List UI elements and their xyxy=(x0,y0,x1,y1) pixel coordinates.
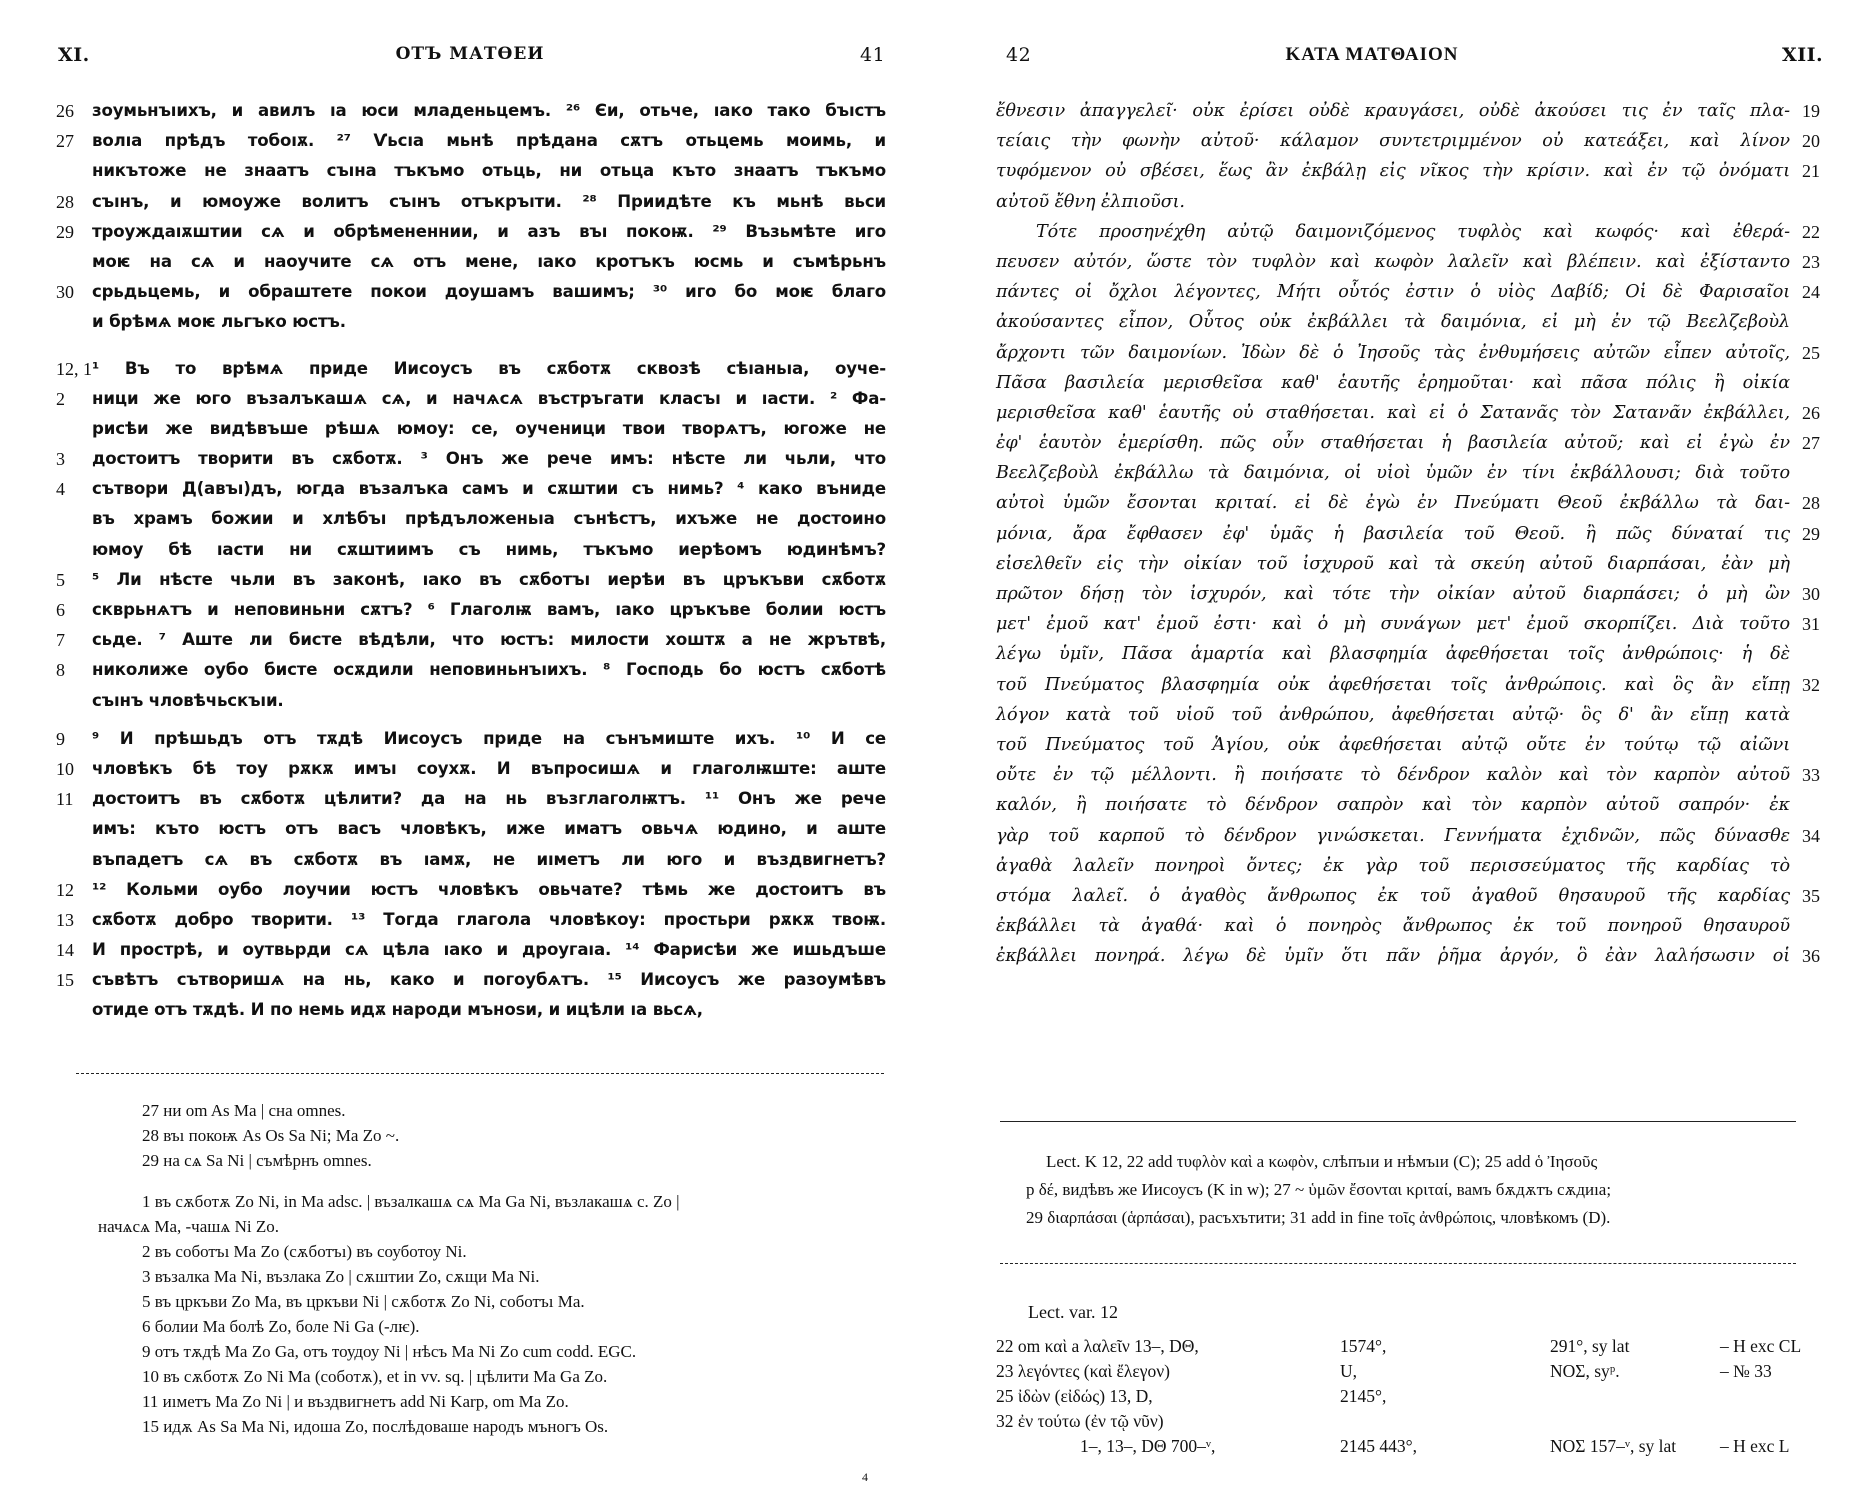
line-text: λέγω ὑμῖν, Πᾶσα ἁμαρτία καὶ βλασφημία ἀφεθήσεται τοῖς ἀνθρώποις· ἡ δὲ xyxy=(996,644,1790,665)
page-number-left: 41 xyxy=(860,44,886,66)
line-text: Βεελζεβοὺλ ἐκβάλλω τὰ δαιμόνια, οἱ υἱοὶ ὑμῶν ἐν τίνι ἐκβάλλουσι; διὰ τοῦτο xyxy=(996,463,1790,484)
lect-note-line: 29 διαρπάσαι (ἁρπάσαι), расъхътити; 31 add in fine τοῖς ἀνθρώποις, чловѣкомъ (D). xyxy=(1026,1208,1611,1227)
line-text: И прострѣ, и оутвьрди сѧ цѣла ıако и дроугаıа. ¹⁴ Фарисѣи же ишьдъше xyxy=(92,940,886,960)
line-text: λόγον κατὰ τοῦ υἱοῦ τοῦ ἀνθρώπου, ἀφεθήσεται αὐτῷ· ὃς δ' ἂν εἴπῃ κατὰ xyxy=(996,704,1790,725)
text-line xyxy=(996,338,1856,368)
line-text: николиже оубо бисте осѫдили неповиньнъıихъ. ⁸ Господь бо юстъ сѫботѣ xyxy=(92,660,886,680)
apparatus-line: 1 въ сѫботѫ Zo Ni, in Ma adsc. | възалкашѧ сѧ Ma Ga Ni, възлакашѧ с. Zo | xyxy=(142,1192,680,1211)
text-line xyxy=(996,187,1856,217)
line-text: πρῶτον δήσῃ τὸν ἰσχυρόν, καὶ τότε τὴν οἰκίαν αὐτοῦ διαρπάσει; ὁ μὴ ὢν xyxy=(996,584,1790,604)
line-text: εἰσελθεῖν εἰς τὴν οἰκίαν τοῦ ἰσχυροῦ καὶ τὰ σκεύη αὐτοῦ διαρπάσαι, ἐὰν μὴ xyxy=(996,553,1790,574)
text-line xyxy=(56,905,886,935)
text-line xyxy=(56,96,886,126)
verse-number: 30 xyxy=(56,282,74,303)
line-text: καλόν, ἢ ποιήσατε τὸ δένδρον σαπρὸν καὶ τὸν καρπὸν αὐτοῦ σαπρόν· ἐκ xyxy=(996,795,1790,816)
line-text: волıа прѣдъ тобоıѫ. ²⁷ Ѵьсıа мьнѣ прѣдана сѫтъ отьцемь моимь, и xyxy=(92,131,886,151)
chapter-number-left: XI. xyxy=(58,44,90,66)
verse-number: 35 xyxy=(1802,885,1820,906)
variant-row xyxy=(996,1386,1826,1411)
text-line xyxy=(996,307,1856,337)
apparatus-notes-2 xyxy=(98,1189,680,1439)
apparatus-line: 10 въ сѫботѫ Zo Ni Ma (соботѫ), et in vv. sq. | цѣлити Ma Ga Zo. xyxy=(142,1367,608,1386)
line-text: въ храмъ божии и хлѣбъı прѣдъложеньıа сънѣстъ, ихъже не достоино xyxy=(92,509,886,529)
verse-number: 32 xyxy=(1802,674,1820,695)
variant-row xyxy=(996,1436,1826,1461)
line-text: имъ: къто юстъ отъ васъ чловѣкъ, иже иматъ овьчѧ юдино, и аште xyxy=(92,819,886,839)
line-text: отиде отъ тѫдѣ. И по немь идѫ народи мъноѕи, и ицѣли ıа вьсѧ, xyxy=(92,1000,703,1020)
verse-number: 20 xyxy=(1802,131,1820,152)
text-line xyxy=(56,814,886,844)
running-title-left: ОТЪ МАТѲЕИ xyxy=(395,44,545,64)
line-text: срьдьцемь, и обраштете покои доушамъ вашимъ; ³⁰ иго бо моѥ благо xyxy=(92,282,886,302)
text-line xyxy=(56,414,886,444)
text-line xyxy=(996,579,1856,609)
text-line xyxy=(56,384,886,414)
text-line xyxy=(996,458,1856,488)
line-text: γὰρ τοῦ καρποῦ τὸ δένδρον γινώσκεται. Γεννήματα ἐχιδνῶν, πῶς δύνασθε xyxy=(996,825,1790,846)
line-text: достоитъ творити въ сѫботѫ. ³ Онъ же рече имъ: нѣсте ли чьли, что xyxy=(92,449,886,469)
verse-number: 13 xyxy=(56,909,74,930)
variant-cell: 32 ἐν τούτω (ἐν τῷ νῦν) xyxy=(996,1411,1164,1431)
text-line xyxy=(996,519,1856,549)
text-line xyxy=(996,911,1856,941)
right-page xyxy=(936,0,1872,1500)
line-text: ἔθνεσιν ἀπαγγελεῖ· οὐκ ἐρίσει οὐδὲ κραυγάσει, οὐδὲ ἀκούσει τις ἐν ταῖς πλα- xyxy=(996,101,1790,121)
line-text: съıнъ, и юмоуже волитъ съıнъ отъкръıти. ²⁸ Приидѣте къ мьнѣ вьси xyxy=(92,191,886,211)
text-line xyxy=(996,488,1856,518)
chapter-number-right: XII. xyxy=(1782,44,1824,66)
verse-number: 29 xyxy=(56,221,74,242)
line-text: τείαις τὴν φωνὴν αὐτοῦ· κάλαμον συντετριμμένον οὐ κατεάξει, καὶ λίνον xyxy=(996,131,1790,152)
text-line xyxy=(996,96,1856,126)
verse-number: 25 xyxy=(1802,342,1820,363)
text-line xyxy=(996,730,1856,760)
text-line xyxy=(56,995,886,1025)
apparatus-divider-top xyxy=(1000,1121,1796,1122)
line-text: съıнъ чловѣчьскъıи. xyxy=(92,690,284,710)
verse-number: 34 xyxy=(1802,825,1820,846)
line-text: οὔτε ἐν τῷ μέλλοντι. ἢ ποιήσατε τὸ δένδρον καλὸν καὶ τὸν καρπὸν αὐτοῦ xyxy=(996,765,1790,786)
variant-cell: U, xyxy=(1340,1361,1358,1381)
apparatus-line: 6 болии Ma болѣ Zo, боле Ni Ga (-лѥ). xyxy=(142,1317,420,1336)
text-line xyxy=(996,398,1856,428)
line-text: сѫботѫ добро творити. ¹³ Тогда глагола чловѣкоу: простьри рѫкѫ твоѭ. xyxy=(92,909,886,929)
text-line xyxy=(56,277,886,307)
variant-cell: 291°, sy lat xyxy=(1550,1336,1630,1356)
apparatus-line: 5 въ цркъви Zo Ma, въ цркъви Ni | сѫботѫ Zo Ni, соботъı Ma. xyxy=(142,1292,585,1311)
variant-row xyxy=(996,1411,1826,1436)
line-text: ἄρχοντι τῶν δαιμονίων. Ἰδὼν δὲ ὁ Ἰησοῦς τὰς ἐνθυμήσεις αὐτῶν εἶπεν αὐτοῖς, xyxy=(996,342,1790,363)
line-text: ⁹ И прѣшьдъ отъ тѫдѣ Иисоусъ приде на сънъмиште ихъ. ¹⁰ И се xyxy=(92,728,886,748)
verse-number: 15 xyxy=(56,970,74,991)
text-line xyxy=(56,535,886,565)
verse-number: 19 xyxy=(1802,101,1820,121)
line-text: αὐτοῦ ἔθνη ἐλπιοῦσι. xyxy=(996,191,1185,212)
line-text: Τότε προσηνέχθη αὐτῷ δαιμονιζόμενος τυφλὸς καὶ κωφός· καὶ ἐθερά- xyxy=(1036,221,1790,242)
text-line xyxy=(996,247,1856,277)
verse-number: 9 xyxy=(56,728,65,749)
text-line xyxy=(56,724,886,754)
line-text: ници же юго възалъкашѧ сѧ, и начѧсѧ въстръгати класъı и ıасти. ² Фа- xyxy=(92,388,886,408)
apparatus-line: 27 ни om As Ma | сна omnes. xyxy=(142,1101,346,1120)
text-line xyxy=(56,474,886,504)
verse-number: 28 xyxy=(56,191,74,212)
line-text: юмоу бѣ ıасти ни сѫштиимъ съ нимь, тъкъмо иерѣомъ юдинѣмъ? xyxy=(92,539,886,559)
verse-number: 22 xyxy=(1802,221,1820,242)
verse-number: 29 xyxy=(1802,523,1820,544)
text-line xyxy=(996,760,1856,790)
lectionary-variants-table xyxy=(996,1336,1826,1461)
line-text: рисѣи же видѣвъше рѣшѧ юмоу: се, оученици твои творѧтъ, югоже не xyxy=(92,418,886,438)
verse-number: 3 xyxy=(56,449,65,470)
apparatus-line: начѧсѧ Ma, -чашѧ Ni Zo. xyxy=(98,1217,280,1236)
text-line xyxy=(996,941,1856,971)
verse-number: 36 xyxy=(1802,946,1820,967)
text-line xyxy=(56,156,886,186)
footer-mark: 4 xyxy=(862,1470,868,1484)
text-line xyxy=(56,504,886,534)
variant-cell: 23 λεγόντες (καὶ ἔλεγον) xyxy=(996,1361,1170,1381)
lect-var-heading: Lect. var. 12 xyxy=(1028,1302,1118,1322)
line-text: μετ' ἐμοῦ κατ' ἐμοῦ ἐστι· καὶ ὁ μὴ συνάγων μετ' ἐμοῦ σκορπίζει. Διὰ τοῦτο xyxy=(996,614,1790,635)
line-text: зоумьнъıихъ, и авилъ ıа юси младеньцемъ. ²⁶ Єи, отьче, ıако тако бъıстъ xyxy=(92,101,886,120)
text-line xyxy=(996,217,1856,247)
text-line xyxy=(56,565,886,595)
line-text: троуждаıѫштии сѧ и обрѣмененнии, и азъ въı покоѭ. ²⁹ Възьмѣте иго xyxy=(92,221,886,241)
apparatus-line: 15 идѫ As Sa Ma Ni, идоша Zo, послѣдоваше народъ мъногъ Os. xyxy=(142,1417,609,1436)
text-line xyxy=(56,784,886,814)
line-text: ¹ Въ то врѣмѧ приде Иисоусъ въ сѫботѫ сквозѣ сѣıаньıа, оучe- xyxy=(92,358,886,378)
apparatus-line: 3 възалка Ma Ni, възлака Zo | сѫштии Zo, сѫщи Ma Ni. xyxy=(142,1267,540,1286)
lect-note-line: Lect. K 12, 22 add τυφλὸν καὶ a κωφὸν, слѣпъıи и нѣмъıи (C); 25 add ὁ Ἰησοῦς xyxy=(1046,1152,1598,1171)
variant-cell: 1–, 13–, DΘ 700–ᵛ, xyxy=(1080,1436,1216,1456)
line-text: Πᾶσα βασιλεία μερισθεῖσα καθ' ἑαυτῆς ἐρημοῦται· καὶ πᾶσα πόλις ἢ οἰκία xyxy=(996,372,1790,393)
text-line xyxy=(996,277,1856,307)
verse-number: 33 xyxy=(1802,765,1820,786)
apparatus-line: 2 въ соботъı Ma Zo (сѫботъı) въ соуботоу Ni. xyxy=(142,1242,467,1261)
verse-number: 4 xyxy=(56,479,65,500)
verse-number: 26 xyxy=(1802,402,1820,423)
line-text: сьде. ⁷ Аште ли бисте вѣдѣли, что юстъ: милости хоштѫ а не жрътвѣ, xyxy=(92,630,886,650)
line-text: ⁵ Ли нѣсте чьли въ законѣ, ıако въ сѫботъı иерѣи въ цръкъви сѫботѫ xyxy=(92,569,886,589)
slavonic-paragraph xyxy=(56,354,886,716)
verse-number: 21 xyxy=(1802,161,1820,182)
text-line xyxy=(56,845,886,875)
variant-cell: ΝΟΣ 157–ᵛ, sy lat xyxy=(1550,1436,1677,1456)
page-number-right: 42 xyxy=(1006,44,1032,66)
text-line xyxy=(996,428,1856,458)
verse-number: 14 xyxy=(56,940,74,961)
text-line xyxy=(996,790,1856,820)
text-line xyxy=(56,935,886,965)
line-text: τοῦ Πνεύματος βλασφημία οὐκ ἀφεθήσεται τοῖς ἀνθρώποις. καὶ ὃς ἂν εἴπῃ xyxy=(996,674,1790,695)
line-text: ἐφ' ἑαυτὸν ἐμερίσθη. πῶς οὖν σταθήσεται ἡ βασιλεία αὐτοῦ; καὶ εἰ ἐγὼ ἐν xyxy=(996,433,1790,454)
text-line xyxy=(996,821,1856,851)
verse-number: 31 xyxy=(1802,614,1820,635)
slavonic-text-body xyxy=(56,96,886,1026)
slavonic-paragraph xyxy=(56,96,886,338)
verse-number: 6 xyxy=(56,600,65,620)
line-text: αὐτοὶ ὑμῶν ἔσονται κριταί. εἰ δὲ ἐγὼ ἐν Πνεύματι Θεοῦ ἐκβάλλω τὰ δαι- xyxy=(996,493,1790,514)
text-line xyxy=(56,965,886,995)
text-line xyxy=(996,549,1856,579)
line-text: никътоже не знаатъ съıна тъкъмо отьць, ни отьца къто знаатъ тъкъмо xyxy=(92,161,886,181)
apparatus-line: 28 въı покоѭ As Os Sa Ni; Ma Zo ~. xyxy=(142,1126,400,1145)
text-line xyxy=(56,875,886,905)
text-line xyxy=(56,686,886,716)
variant-cell: 25 ἰδὼν (εἰδώς) 13, D, xyxy=(996,1386,1153,1406)
variant-cell: – H exc CL xyxy=(1720,1336,1802,1356)
text-line xyxy=(56,595,886,625)
text-line xyxy=(56,247,886,277)
variant-cell: ΝΟΣ, syᵖ. xyxy=(1550,1361,1620,1381)
text-line xyxy=(56,354,886,384)
apparatus-line: 29 на сѧ Sa Ni | съмѣрнъ omnes. xyxy=(142,1151,372,1170)
variant-row xyxy=(996,1336,1826,1361)
verse-number: 2 xyxy=(56,388,65,409)
text-line xyxy=(996,368,1856,398)
text-line xyxy=(56,187,886,217)
text-line xyxy=(996,639,1856,669)
variant-cell: 1574°, xyxy=(1340,1336,1387,1356)
line-text: στόμα λαλεῖ. ὁ ἀγαθὸς ἄνθρωπος ἐκ τοῦ ἀγαθοῦ θησαυροῦ τῆς καρδίας xyxy=(996,885,1790,906)
running-title-right: ΚΑΤΑ ΜΑΤΘΑΙΟΝ xyxy=(1285,44,1459,65)
text-line xyxy=(996,700,1856,730)
text-line xyxy=(996,881,1856,911)
lectionary-note xyxy=(1026,1148,1612,1232)
text-line xyxy=(56,625,886,655)
text-line xyxy=(56,217,886,247)
apparatus-line: 11 иıметъ Ma Zo Ni | и въздвигнетъ add Ni Karp, om Ma Zo. xyxy=(142,1392,569,1411)
text-line xyxy=(996,670,1856,700)
line-text: сътвори Д(авъı)дъ, югда възалъка самъ и сѫштии съ нимь? ⁴ како вънидe xyxy=(92,479,886,499)
line-text: πάντες οἱ ὄχλοι λέγοντες, Μήτι οὗτός ἐστιν ὁ υἱὸς Δαβίδ; Οἱ δὲ Φαρισαῖοι xyxy=(996,282,1790,303)
line-text: ἀκούσαντες εἶπον, Οὗτος οὐκ ἐκβάλλει τὰ δαιμόνια, εἰ μὴ ἐν τῷ Βεελζεβοὺλ xyxy=(996,312,1790,333)
line-text: моѥ на сѧ и наоучите сѧ отъ мене, ıако кротъкъ юсмь и съмѣрьнъ xyxy=(92,251,886,271)
line-text: скврьнѧтъ и неповиньни сѫтъ? ⁶ Глаголѭ вамъ, ıако цръкъве болии юстъ xyxy=(92,600,886,619)
variant-row xyxy=(996,1361,1826,1386)
text-line xyxy=(996,609,1856,639)
text-line xyxy=(996,126,1856,156)
verse-number: 27 xyxy=(56,131,74,152)
apparatus-divider xyxy=(76,1073,884,1074)
line-text: въпадетъ сѧ въ сѫботѫ въ ıамѫ, не иıметъ ли юго и въздвигнетъ? xyxy=(92,849,886,869)
line-text: ἐκβάλλει τὰ ἀγαθά· καὶ ὁ πονηρὸς ἄνθρωπος ἐκ τοῦ πονηροῦ θησαυροῦ xyxy=(996,916,1790,937)
line-text: и брѣмѧ моѥ льгъко юстъ. xyxy=(92,312,346,332)
line-text: μόνια, ἄρα ἔφθασεν ἐφ' ὑμᾶς ἡ βασιλεία τοῦ Θεοῦ. ἢ πῶς δύναταί τις xyxy=(996,523,1790,544)
variant-cell: 22 om καὶ a λαλεῖν 13–, DΘ, xyxy=(996,1336,1199,1356)
verse-number: 8 xyxy=(56,660,65,681)
verse-number: 7 xyxy=(56,630,65,651)
variant-cell: – № 33 xyxy=(1720,1361,1772,1381)
text-line xyxy=(56,754,886,784)
variant-cell: – H exc L xyxy=(1720,1436,1790,1456)
text-line xyxy=(996,851,1856,881)
verse-number: 30 xyxy=(1802,584,1820,604)
variant-cell: 2145 443°, xyxy=(1340,1436,1417,1456)
verse-number: 11 xyxy=(56,789,74,810)
line-text: τυφόμενον οὐ σβέσει, ἕως ἂν ἐκβάλῃ εἰς νῖκος τὴν κρίσιν. καὶ ἐν τῷ ὀνόματι xyxy=(996,161,1790,182)
verse-number: 26 xyxy=(56,101,74,121)
apparatus-divider-bottom xyxy=(1000,1263,1796,1264)
verse-number: 10 xyxy=(56,758,74,779)
verse-number: 28 xyxy=(1802,493,1820,514)
apparatus-line: 9 отъ тѫдѣ Ma Zo Ga, отъ тоудоу Ni | нѣсъ Ma Ni Zo cum codd. EGC. xyxy=(142,1342,637,1361)
text-line xyxy=(56,444,886,474)
verse-number: 27 xyxy=(1802,433,1820,454)
greek-text-body xyxy=(996,96,1856,971)
line-text: τοῦ Πνεύματος τοῦ Ἁγίου, οὐκ ἀφεθήσεται αὐτῷ οὔτε ἐν τούτῳ τῷ αἰῶνι xyxy=(996,734,1790,755)
line-text: съвѣтъ сътворишѧ на нь, како и погоубѧтъ. ¹⁵ Иисоусъ же разоумѣвъ xyxy=(92,970,886,990)
line-text: ¹² Кольми оубо лоучии юстъ чловѣкъ овьчате? тѣмь же достоитъ въ xyxy=(92,879,886,899)
verse-number: 5 xyxy=(56,569,65,590)
line-text: ἐκβάλλει πονηρά. λέγω δὲ ὑμῖν ὅτι πᾶν ῥῆμα ἀργόν, ὃ ἐὰν λαλήσωσιν οἱ xyxy=(996,946,1790,967)
verse-number: 12 xyxy=(56,879,74,900)
text-line xyxy=(56,126,886,156)
line-text: достоитъ въ сѫботѫ цѣлити? да на нь възглаголѭтъ. ¹¹ Онъ же рече xyxy=(92,789,886,809)
text-line xyxy=(56,307,886,337)
verse-number: 24 xyxy=(1802,282,1820,303)
line-text: ἀγαθὰ λαλεῖν πονηροὶ ὄντες; ἐκ γὰρ τοῦ περισσεύματος τῆς καρδίας τὸ xyxy=(996,855,1790,876)
line-text: μερισθεῖσα καθ' ἑαυτῆς οὐ σταθήσεται. καὶ εἰ ὁ Σατανᾶς τὸν Σατανᾶν ἐκβάλλει, xyxy=(996,402,1790,423)
slavonic-paragraph xyxy=(56,724,886,1026)
line-text: чловѣкъ бѣ тоу рѫкѫ имъı соухѫ. И въпросишѧ и глаголѭште: аште xyxy=(92,758,886,778)
apparatus-notes-1 xyxy=(142,1098,399,1173)
text-line xyxy=(56,655,886,685)
verse-number: 23 xyxy=(1802,251,1820,272)
line-text: πευσεν αὐτόν, ὥστε τὸν τυφλὸν καὶ κωφὸν λαλεῖν καὶ βλέπειν. καὶ ἐξίσταντο xyxy=(996,251,1790,272)
verse-number: 12, 1 xyxy=(56,358,92,379)
text-line xyxy=(996,156,1856,186)
lect-note-line: p δέ, видѣвъ же Иисоусъ (K in w); 27 ~ ὑμῶν ἔσονται κριταί, вамъ бѫдѫтъ сѫдиıа; xyxy=(1026,1180,1612,1199)
variant-cell: 2145°, xyxy=(1340,1386,1387,1406)
